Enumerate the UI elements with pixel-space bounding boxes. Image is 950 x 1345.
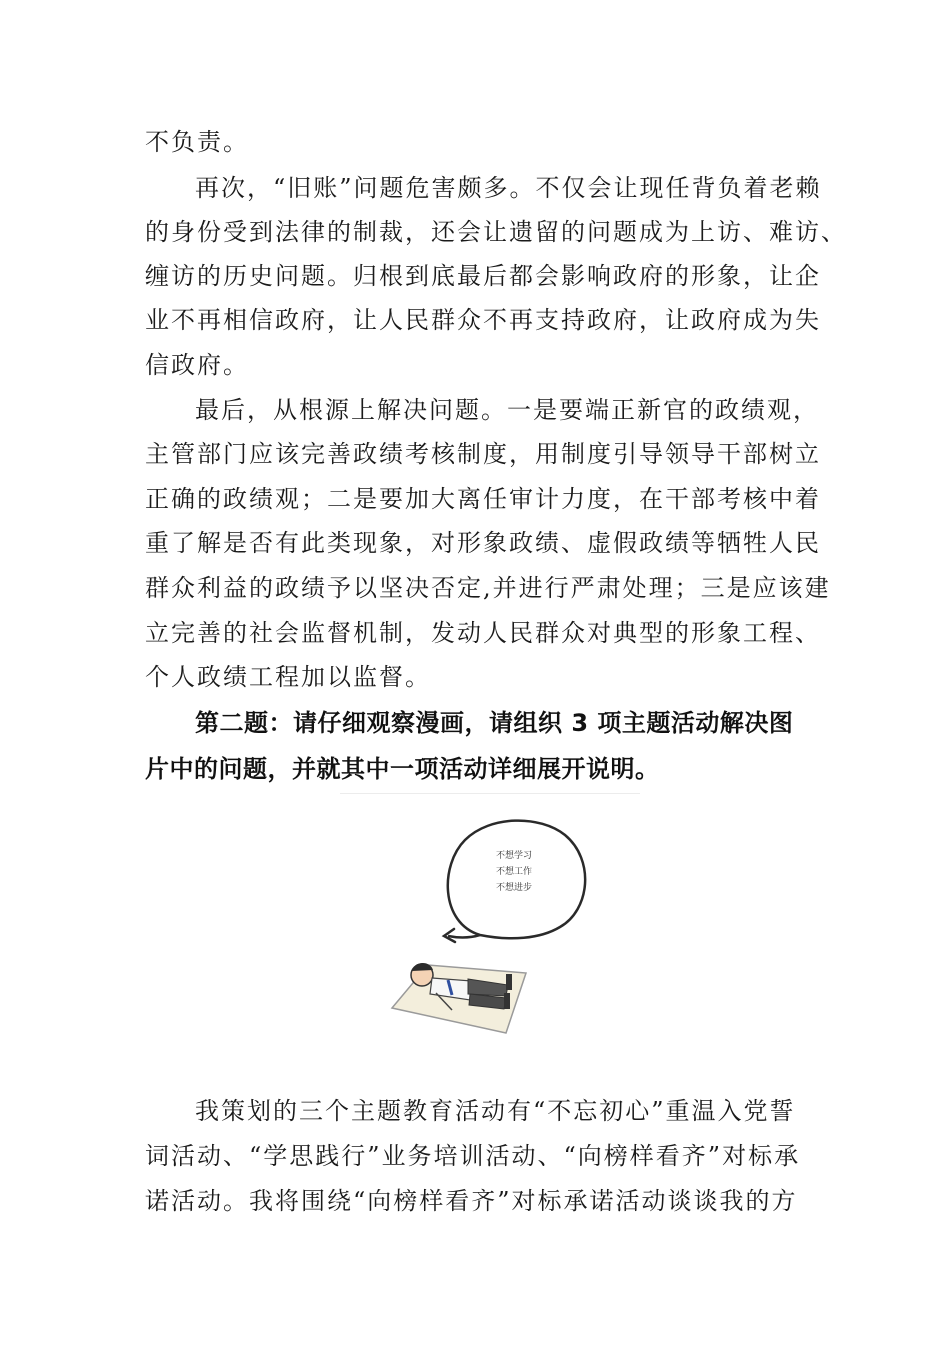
text-line: 业不再相信政府，让人民群众不再支持政府，让政府成为失 [145, 306, 821, 334]
text-line: 不负责。 [145, 128, 249, 156]
text-line: 重了解是否有此类现象，对形象政绩、虚假政绩等牺牲人民 [145, 529, 821, 557]
question-line: 第二题：请仔细观察漫画，请组织 3 项主题活动解决图 [195, 709, 794, 737]
text-line: 我策划的三个主题教育活动有“不忘初心”重温入党誓 [195, 1097, 796, 1125]
text-line: 的身份受到法律的制裁，还会让遗留的问题成为上访、难访、 [145, 218, 847, 246]
question-line: 片中的问题，并就其中一项活动详细展开说明。 [145, 755, 660, 783]
bubble-tail-arrow [448, 935, 480, 937]
bubble-text: 不想学习 [496, 851, 533, 861]
bubble-text: 不想进步 [496, 883, 533, 893]
text-line: 最后，从根源上解决问题。一是要端正新官的政绩观， [195, 396, 819, 424]
cartoon-illustration [380, 795, 610, 1045]
text-line: 立完善的社会监督机制，发动人民群众对典型的形象工程、 [145, 619, 821, 647]
text-line: 个人政绩工程加以监督。 [145, 663, 431, 691]
text-line: 群众利益的政绩予以坚决否定,并进行严肃处理；三是应该建 [145, 574, 831, 602]
image-top-border [340, 793, 640, 794]
text-line: 信政府。 [145, 351, 249, 379]
bubble-text: 不想工作 [496, 867, 533, 877]
text-line: 诺活动。我将围绕“向榜样看齐”对标承诺活动谈谈我的方 [145, 1187, 798, 1215]
text-line: 缠访的历史问题。归根到底最后都会影响政府的形象，让企 [145, 262, 821, 290]
text-line: 再次，“旧账”问题危害颇多。不仅会让现任背负着老赖 [195, 174, 822, 202]
text-line: 主管部门应该完善政绩考核制度，用制度引导领导干部树立 [145, 440, 821, 468]
text-line: 正确的政绩观；二是要加大离任审计力度，在干部考核中着 [145, 485, 821, 513]
text-line: 词活动、“学思践行”业务培训活动、“向榜样看齐”对标承 [145, 1142, 801, 1170]
thought-bubble [448, 821, 585, 939]
